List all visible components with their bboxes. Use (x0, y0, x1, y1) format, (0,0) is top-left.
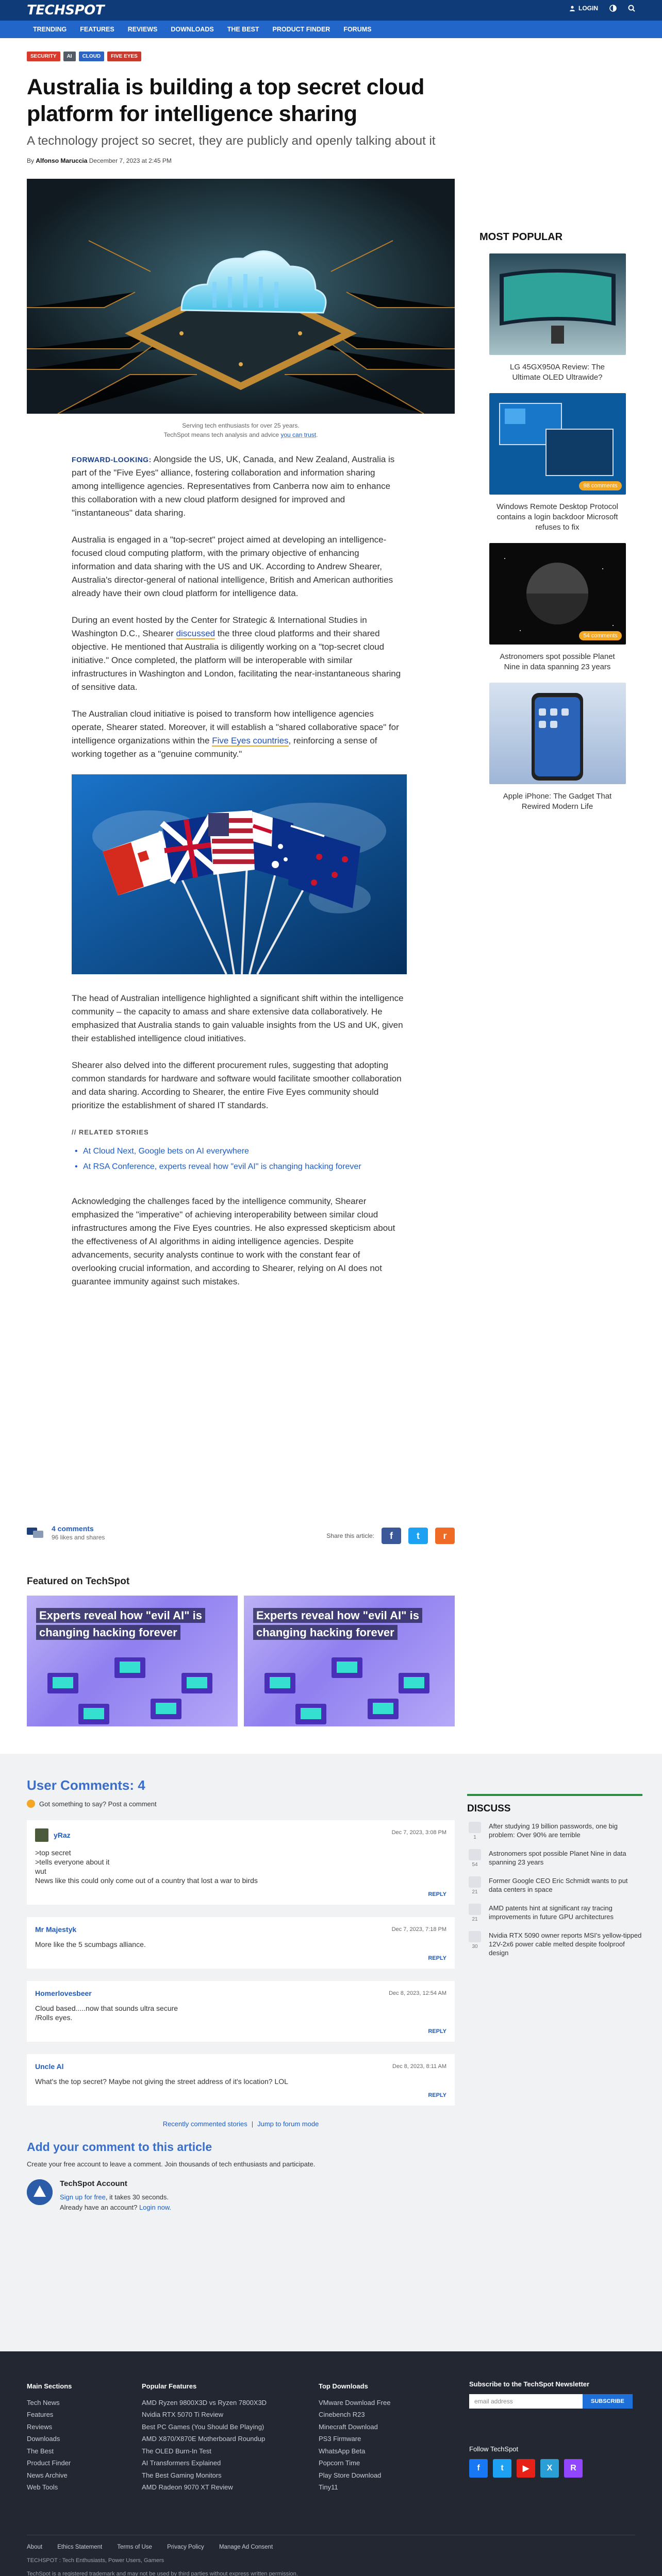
five-eyes-link[interactable]: Five Eyes countries (212, 736, 289, 745)
article (27, 38, 455, 1639)
techspot-account-icon (27, 2179, 53, 2205)
popular-thumbnail (489, 393, 626, 495)
footer-link[interactable]: WhatsApp Beta (319, 2447, 366, 2455)
comment-username[interactable]: yRaz (54, 1831, 71, 1839)
article-subtitle: A technology project so secret, they are publicly and openly talking about it (27, 134, 436, 148)
reply-button[interactable]: REPLY (428, 1891, 446, 1897)
five-eyes-flags-illustration (72, 774, 407, 974)
footer-link[interactable]: Tiny11 (319, 2483, 338, 2491)
featured-section (27, 1576, 455, 1726)
tag-five-eyes[interactable]: FIVE EYES (107, 52, 141, 61)
nav-downloads[interactable]: DOWNLOADS (171, 26, 214, 33)
login-button[interactable]: LOGIN (569, 5, 598, 12)
discussed-link[interactable]: discussed (176, 629, 216, 638)
footer-link[interactable]: AMD X870/X870E Motherboard Roundup (142, 2435, 266, 2443)
likes-count: 96 likes and shares (52, 1534, 105, 1541)
footer-bottom-link[interactable]: Manage Ad Consent (219, 2544, 273, 2550)
footer-bottom-link[interactable]: Ethics Statement (57, 2544, 103, 2550)
comment-text: What's the top secret? Maybe not giving the street address of it's location? LOL (35, 2077, 288, 2086)
x-icon[interactable]: X (540, 2459, 559, 2478)
footer-link[interactable]: AI Transformers Explained (142, 2459, 221, 2467)
comment-badge: 98 comments (579, 481, 621, 490)
comment-username[interactable]: Mr Majestyk (35, 1925, 77, 1934)
paragraph: The Australian cloud initiative is poised to transform how intelligence agencies operate, Shearer stated. Moreover, it will establish a "shared collaborative space" for intelligence organizations within the Five Eyes countries, reinforcing a sense of working together as a "genuine community." (72, 709, 399, 759)
footer-bottom-link[interactable]: About (27, 2544, 43, 2550)
related-heading: // RELATED STORIES (72, 1128, 149, 1136)
main-nav (0, 21, 662, 38)
discuss-heading: DISCUSS (467, 1803, 511, 1814)
rss-icon[interactable]: R (564, 2459, 583, 2478)
popular-title: LG 45GX950A Review: The Ultimate OLED Ultrawide? (510, 363, 605, 382)
user-icon (569, 5, 575, 11)
footer-link[interactable]: Downloads (27, 2435, 60, 2443)
popular-title: Apple iPhone: The Gadget That Rewired Modern Life (503, 792, 612, 811)
share-buttons: Share this article: f t r (326, 1528, 455, 1544)
comment-username[interactable]: Uncle Al (35, 2062, 64, 2071)
comment-item (27, 1917, 455, 1969)
popular-thumbnail (489, 683, 626, 784)
comments-heading: User Comments: 4 (27, 1777, 145, 1793)
paragraph: Australia is engaged in a "top-secret" project aimed at developing an intelligence-focused cloud computing platform, with the primary objective of enhancing information and data sharing with the US and UK. According to Andrew Shearer, Australia's director-general of national intelligence, British and American authorities already have their own cloud platform for intelligence data. (72, 535, 393, 598)
featured-heading: Featured on TechSpot (27, 1576, 130, 1587)
search-icon[interactable] (628, 5, 635, 12)
comment-item (27, 1820, 455, 1905)
footer-link[interactable]: The Best (27, 2447, 54, 2455)
newsletter: Subscribe to the TechSpot Newsletter email address SUBSCRIBE (469, 2380, 633, 2409)
comment-text: >top secret >tells everyone about it wut News like this could only come out of a country that lost a war to birds (35, 1849, 258, 1885)
avatar (35, 1828, 48, 1842)
site-footer (0, 2351, 662, 2576)
signup-link[interactable]: Sign up for free (60, 2193, 106, 2201)
footer-col-downloads: Top Downloads VMware Download Free Cinebench R23 Minecraft Download PS3 Firmware WhatsApp Beta Popcorn Time Play Store Download Tiny11 (319, 2380, 390, 2494)
paragraph: Shearer also delved into the different procurement rules, suggesting that adopting common standards for hardware and software would facilitate smoother collaboration and data sharing. According to Shearer, the entire Five Eyes community should prioritize the establishment of shared IT standards. (72, 1060, 402, 1110)
flags-image (72, 774, 407, 974)
comment-text: Cloud based.....now that sounds ultra secure /Rolls eyes. (35, 2004, 178, 2022)
footer-link[interactable]: Web Tools (27, 2483, 58, 2491)
comment-date: Dec 8, 2023, 8:11 AM (392, 2063, 446, 2070)
related-stories (72, 1126, 404, 1173)
byline: By Alfonso Maruccia December 7, 2023 at 2:45 PM (27, 157, 172, 164)
add-comment-heading: Add your comment to this article (27, 2140, 212, 2154)
tag-cloud[interactable]: CLOUD (79, 52, 105, 61)
subscribe-button[interactable]: SUBSCRIBE (583, 2394, 633, 2409)
paragraph: Acknowledging the challenges faced by the intelligence community, Shearer emphasized the "imperative" of achieving interoperability between similar cloud infrastructures among the Five Eyes countries. He also expressed skepticism about the effectiveness of AI algorithms in aiding intelligence agencies. Despite advancements, security analysts continue to work with the constant fear of overlooking crucial information, and according to Shearer, relying on AI does not guarantee immunity against such mistakes. (72, 1196, 395, 1286)
footer-tagline: TECHSPOT : Tech Enthusiasts, Power Users, Gamers (27, 2557, 164, 2564)
footer-link[interactable]: Nvidia RTX 5070 Ti Review (142, 2411, 223, 2418)
footer-link[interactable]: AMD Ryzen 9800X3D vs Ryzen 7800X3D (142, 2398, 267, 2406)
related-link[interactable]: • At Cloud Next, Google bets on AI everywhere (83, 1145, 404, 1158)
popular-item[interactable] (479, 683, 635, 812)
twitter-icon[interactable]: t (493, 2459, 511, 2478)
account-title: TechSpot Account (60, 2179, 127, 2188)
popular-item[interactable] (479, 253, 635, 383)
page-title: Australia is building a top secret cloud platform for intelligence sharing (27, 75, 424, 126)
paragraph: FORWARD-LOOKING: Alongside the US, UK, Canada, and New Zealand, Australia is part of the "Five Eyes" alliance, fostering collaboration and information sharing among intelligence agencies. Representatives from Canberra now aim to enhance this collaboration with a new cloud platform designed for improved and "instantaneous" data sharing. (72, 454, 395, 518)
footer-link[interactable]: Tech News (27, 2398, 60, 2406)
featured-card[interactable] (244, 1596, 455, 1726)
discuss-item[interactable]: 1 After studying 19 billion passwords, one big problem: Over 90% are terrible (467, 1822, 642, 1842)
discuss-item[interactable]: 30 Nvidia RTX 5090 owner reports MSI's yellow-tipped 12V-2x6 power cable melted despite foolproof design (467, 1931, 642, 1957)
reddit-share-button[interactable]: r (435, 1528, 455, 1544)
popular-title: Astronomers spot possible Planet Nine in data spanning 23 years (500, 652, 615, 671)
page-content (0, 38, 662, 2576)
paragraph: During an event hosted by the Center for Strategic & International Studies in Washington D.C., Shearer discussed the three cloud platforms and their shared objective. He mentioned that Australia is diligently working on a "top-secret cloud initiative." Once completed, the platform will be interoperable with similar infrastructures in Washington and London, facilitating the near-instantaneous sharing of sensitive data. (72, 615, 401, 692)
popular-title: Windows Remote Desktop Protocol contains a login backdoor Microsoft refuses to fix (496, 502, 618, 532)
featured-card-title: Experts reveal how "evil AI" is changing hacking forever (36, 1608, 205, 1640)
nav-the-best[interactable]: THE BEST (227, 26, 259, 33)
discuss-item[interactable]: 54 Astronomers spot possible Planet Nine in data spanning 23 years (467, 1849, 642, 1869)
comment-username[interactable]: Homerlovesbeer (35, 1989, 92, 1997)
footer-link[interactable]: VMware Download Free (319, 2398, 391, 2406)
comment-text: More like the 5 scumbags alliance. (35, 1940, 146, 1948)
comment-links: Recently commented stories | Jump to forum mode (162, 2120, 319, 2128)
related-link[interactable]: • At RSA Conference, experts reveal how "evil AI" is changing hacking forever (83, 1161, 404, 1173)
footer-link[interactable]: Product Finder (27, 2459, 71, 2467)
comment-prompt-icon (27, 1800, 35, 1808)
discuss-panel (467, 1794, 642, 1957)
recent-stories-link[interactable]: Recently commented stories (162, 2120, 247, 2128)
image-caption: Serving tech enthusiasts for over 25 years. TechSpot means tech analysis and advice you can trust. (163, 422, 318, 438)
comments-section (0, 1754, 662, 2351)
footer-link[interactable]: AMD Radeon 9070 XT Review (142, 2483, 233, 2491)
nav-forums[interactable]: FORUMS (343, 26, 372, 33)
lead-label: FORWARD-LOOKING: (72, 455, 152, 464)
hero-image (27, 179, 455, 414)
publish-date: December 7, 2023 at 2:45 PM (89, 157, 172, 164)
author-link[interactable]: Alfonso Maruccia (36, 157, 88, 164)
facebook-icon[interactable]: f (469, 2459, 488, 2478)
cloud-chip-illustration (27, 179, 455, 414)
footer-link[interactable]: Features (27, 2411, 54, 2418)
popular-thumbnail (489, 253, 626, 355)
footer-bottom (27, 2544, 298, 2576)
reply-button[interactable]: REPLY (428, 2028, 446, 2035)
footer-link[interactable]: Reviews (27, 2422, 53, 2431)
popular-item[interactable] (479, 393, 635, 533)
footer-link[interactable]: Minecraft Download (319, 2422, 378, 2431)
facebook-share-button[interactable]: f (382, 1528, 401, 1544)
comment-item (27, 1981, 455, 2042)
popular-thumbnail (489, 543, 626, 645)
tag-security[interactable]: SECURITY (27, 52, 60, 61)
top-bar (0, 0, 662, 21)
footer-link[interactable]: Best PC Games (You Should Be Playing) (142, 2422, 264, 2431)
footer-link[interactable]: Popcorn Time (319, 2459, 360, 2467)
comment-date: Dec 7, 2023, 7:18 PM (391, 1926, 446, 1933)
footer-link[interactable]: Cinebench R23 (319, 2411, 365, 2418)
user-toolbar (569, 5, 635, 12)
reply-button[interactable]: REPLY (428, 2092, 446, 2098)
footer-link[interactable]: PS3 Firmware (319, 2435, 361, 2443)
site-logo[interactable]: TECHSPOT (27, 3, 104, 18)
footer-bottom-link[interactable]: Terms of Use (117, 2544, 152, 2550)
footer-legal: TechSpot is a registered trademark and may not be used by third parties without express written permission. (27, 2571, 298, 2576)
nav-trending[interactable]: TRENDING (33, 26, 67, 33)
comment-count[interactable]: 4 comments (52, 1524, 94, 1533)
paragraph: The head of Australian intelligence highlighted a significant shift within the intelligence community – the capacity to amass and share extensive data collaboratively. He emphasized that Australia stands to gain valuable insights from the US and UK, given their established intelligence cloud initiatives. (72, 993, 404, 1043)
nav-features[interactable]: FEATURES (80, 26, 114, 33)
footer-link[interactable]: News Archive (27, 2471, 68, 2479)
add-comment-subtitle: Create your free account to leave a comment. Join thousands of tech enthusiasts and participate. (27, 2160, 316, 2168)
discuss-item[interactable]: 21 Former Google CEO Eric Schmidt wants to put data centers in space (467, 1876, 642, 1896)
comment-item (27, 2054, 455, 2106)
most-popular-heading: MOST POPULAR (479, 231, 563, 243)
post-comment-prompt[interactable]: Got something to say? Post a comment (27, 1800, 455, 1808)
nav-reviews[interactable]: REVIEWS (127, 26, 158, 33)
footer-col-features: Popular Features AMD Ryzen 9800X3D vs Ryzen 7800X3D Nvidia RTX 5070 Ti Review Best PC Games (You Should Be Playing) AMD X870/X870E Motherboard Roundup The OLED Burn-In Test AI Transformers Explained The Best Gaming Monitors AMD Radeon 9070 XT Review (142, 2380, 267, 2494)
featured-card[interactable] (27, 1596, 238, 1726)
featured-card-title: Experts reveal how "evil AI" is changing hacking forever (253, 1608, 422, 1640)
follow-section: Follow TechSpot f t ▶ X R (469, 2445, 583, 2478)
comment-date: Dec 8, 2023, 12:54 AM (389, 1990, 446, 1996)
tag-list (27, 52, 455, 61)
theme-toggle-icon[interactable] (609, 5, 617, 12)
footer-link[interactable]: The Best Gaming Monitors (142, 2471, 222, 2479)
forum-mode-link[interactable]: Jump to forum mode (257, 2120, 319, 2128)
share-bar (27, 1524, 455, 1541)
comments-icon (27, 1527, 44, 1539)
sidebar (479, 38, 635, 812)
reply-button[interactable]: REPLY (428, 1955, 446, 1961)
login-link[interactable]: Login now. (139, 2204, 172, 2211)
discuss-item[interactable]: 21 AMD patents hint at significant ray tracing improvements in future GPU architectures (467, 1904, 642, 1924)
discuss-divider (467, 1794, 642, 1796)
comment-date: Dec 7, 2023, 3:08 PM (391, 1829, 446, 1836)
trust-link[interactable]: you can trust (280, 431, 317, 438)
article-body (72, 453, 404, 1289)
twitter-share-button[interactable]: t (408, 1528, 428, 1544)
youtube-icon[interactable]: ▶ (517, 2459, 535, 2478)
footer-link[interactable]: The OLED Burn-In Test (142, 2447, 211, 2455)
comment-badge: 54 comments (579, 631, 621, 640)
popular-item[interactable] (479, 543, 635, 672)
footer-col-main: Main Sections Tech News Features Reviews Downloads The Best Product Finder News Archive Web Tools (27, 2380, 72, 2494)
tag-ai[interactable]: AI (63, 52, 76, 61)
footer-bottom-link[interactable]: Privacy Policy (167, 2544, 204, 2550)
newsletter-email-input[interactable]: email address (469, 2394, 583, 2409)
account-box: TechSpot Account Sign up for free, it takes 30 seconds. Already have an account? Login now. (27, 2179, 455, 2213)
footer-link[interactable]: Play Store Download (319, 2471, 382, 2479)
nav-product-finder[interactable]: PRODUCT FINDER (272, 26, 330, 33)
